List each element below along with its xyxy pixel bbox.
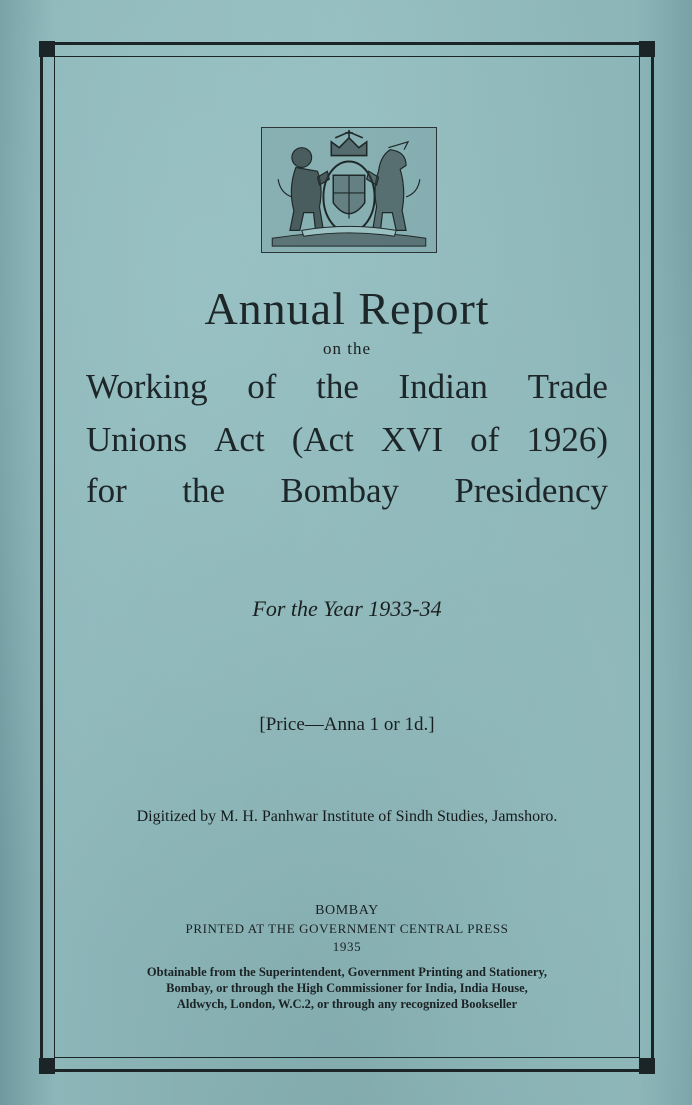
word: Unions — [86, 420, 188, 459]
subject-line-2 — [86, 420, 608, 460]
report-title: Annual Report — [204, 283, 490, 334]
corner-ornament — [39, 41, 55, 57]
royal-coat-of-arms-icon — [261, 127, 437, 253]
word: the — [182, 471, 225, 510]
imprint-press: PRINTED AT THE GOVERNMENT CENTRAL PRESS — [185, 921, 509, 936]
word: XVI — [380, 420, 444, 459]
word: Working — [86, 367, 208, 406]
subject-line-3 — [86, 471, 608, 511]
availability-notice — [80, 964, 614, 1012]
imprint-year: 1935 — [332, 939, 362, 954]
word: Trade — [527, 367, 608, 406]
notice-line: Bombay, or through the High Commissioner for India, India House, — [166, 981, 528, 995]
word: of — [247, 367, 277, 406]
word: of — [470, 420, 500, 459]
report-year: For the Year 1933-34 — [252, 596, 442, 621]
digitization-credit: Digitized by M. H. Panhwar Institute of Sindh Studies, Jamshoro. — [136, 808, 558, 825]
notice-line: Aldwych, London, W.C.2, or through any recognized Bookseller — [176, 997, 518, 1011]
price-note: [Price—Anna 1 or 1d.] — [259, 714, 435, 735]
corner-ornament — [39, 1058, 55, 1074]
word: Indian — [398, 367, 488, 406]
notice-line: Obtainable from the Superintendent, Government Printing and Stationery, — [146, 965, 548, 979]
word: (Act — [291, 420, 354, 459]
word: the — [316, 367, 359, 406]
word: for — [86, 471, 127, 510]
on-the-text: on the — [322, 339, 372, 358]
subject-line-1 — [86, 367, 608, 407]
word: 1926) — [526, 420, 608, 459]
imprint-city: BOMBAY — [315, 903, 379, 918]
corner-ornament — [639, 1058, 655, 1074]
corner-ornament — [639, 41, 655, 57]
word: Presidency — [454, 471, 608, 510]
word: Act — [214, 420, 265, 459]
word: Bombay — [280, 471, 399, 510]
